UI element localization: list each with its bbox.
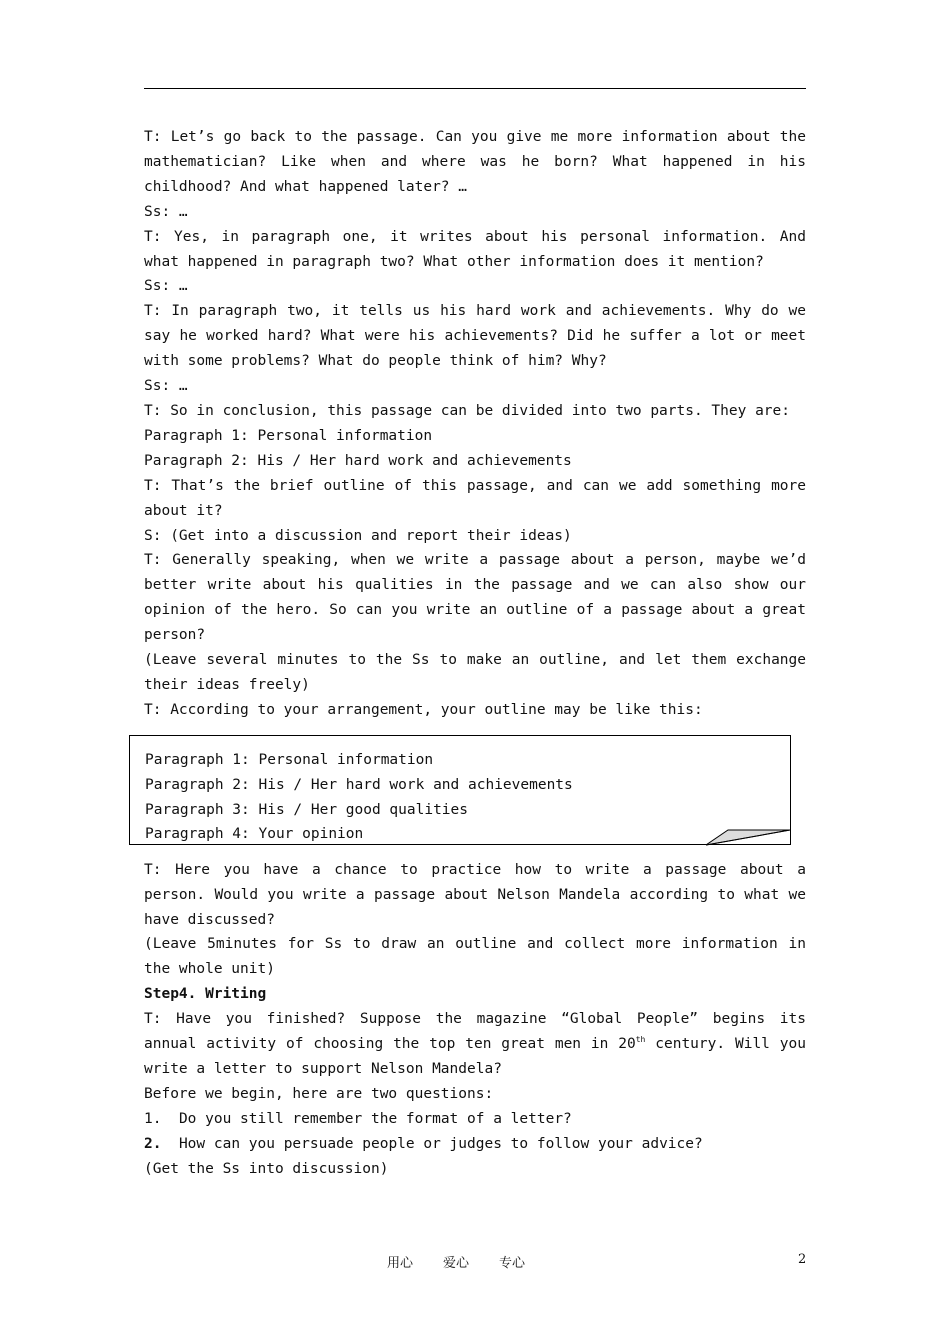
paragraph: Before we begin, here are two questions:: [144, 1085, 494, 1102]
outline-item: Paragraph 2: His / Her hard work and achievements: [145, 776, 573, 793]
header-rule: [144, 88, 806, 89]
paragraph: Ss: …: [144, 378, 188, 395]
question-text: How can you persuade people or judges to follow your advice?: [178, 1135, 703, 1152]
paragraph: T: Let’s go back to the passage. Can you give me more information about the mathematician? Like when and where was he born? What happened in his childhood? And what happened later? …: [144, 129, 806, 195]
question-text: Do you still remember the format of a letter?: [178, 1110, 572, 1127]
paragraph: T: So in conclusion, this passage can be divided into two parts. They are:: [144, 402, 791, 419]
outline-item: Paragraph 1: Personal information: [145, 751, 434, 768]
footer-motto: [387, 1252, 525, 1271]
paragraph: (Get the Ss into discussion): [144, 1160, 389, 1177]
paragraph: (Leave several minutes to the Ss to make an outline, and let them exchange their ideas freely): [144, 652, 806, 693]
document-body: [144, 125, 806, 1182]
footer-word: 爱心: [443, 1256, 470, 1271]
text-span: T: Have you finished? Suppose the magazine “Global People” begins its annual activity of choosing the top ten great men in 20: [144, 1011, 806, 1053]
outline-item: Paragraph 4: Your opinion: [145, 826, 364, 843]
section-heading: Step4. Writing: [144, 986, 267, 1003]
paragraph: T: According to your arrangement, your outline may be like this:: [144, 701, 703, 718]
paragraph: S: (Get into a discussion and report their ideas): [144, 527, 572, 544]
paragraph: Paragraph 1: Personal information: [144, 427, 433, 444]
paragraph: T: Here you have a chance to practice how to write a passage about a person. Would you write a passage about Nelson Mandela according to what we have discussed?: [144, 861, 806, 928]
paragraph: T: Yes, in paragraph one, it writes about his personal information. And what happened in paragraph two? What other information does it mention?: [144, 228, 806, 270]
paragraph: Ss: …: [144, 203, 188, 220]
paragraph: T: In paragraph two, it tells us his hard work and achievements. Why do we say he worked hard? What were his achievements? Did he suffer a lot or meet with some problems? What do people think of him? Why?: [144, 303, 806, 370]
outline-item: Paragraph 3: His / Her good qualities: [145, 801, 469, 818]
text-span: century. Will you write a letter to support Nelson Mandela?: [144, 1036, 806, 1077]
footer-word: 专心: [499, 1256, 526, 1271]
folded-corner-icon: [706, 828, 792, 846]
outline-box: [129, 735, 791, 845]
page-number: 2: [798, 1252, 807, 1267]
question-number: 2.: [144, 1135, 162, 1152]
footer-word: 用心: [387, 1256, 414, 1271]
paragraph: T: Generally speaking, when we write a passage about a person, maybe we’d better write about his qualities in the passage and we can also show our opinion of the hero. So can you write an outline of a passage about a great person?: [144, 552, 806, 644]
paragraph: [144, 1007, 806, 1082]
paragraph: (Leave 5minutes for Ss to draw an outline and collect more information in the whole unit): [144, 936, 806, 978]
paragraph: T: That’s the brief outline of this passage, and can we add something more about it?: [144, 477, 806, 519]
question-item: [144, 1107, 806, 1132]
paragraph: Paragraph 2: His / Her hard work and achievements: [144, 452, 572, 469]
superscript: th: [635, 1035, 646, 1045]
question-number: 1.: [144, 1110, 162, 1127]
question-item: [144, 1132, 806, 1157]
paragraph: Ss: …: [144, 278, 188, 295]
